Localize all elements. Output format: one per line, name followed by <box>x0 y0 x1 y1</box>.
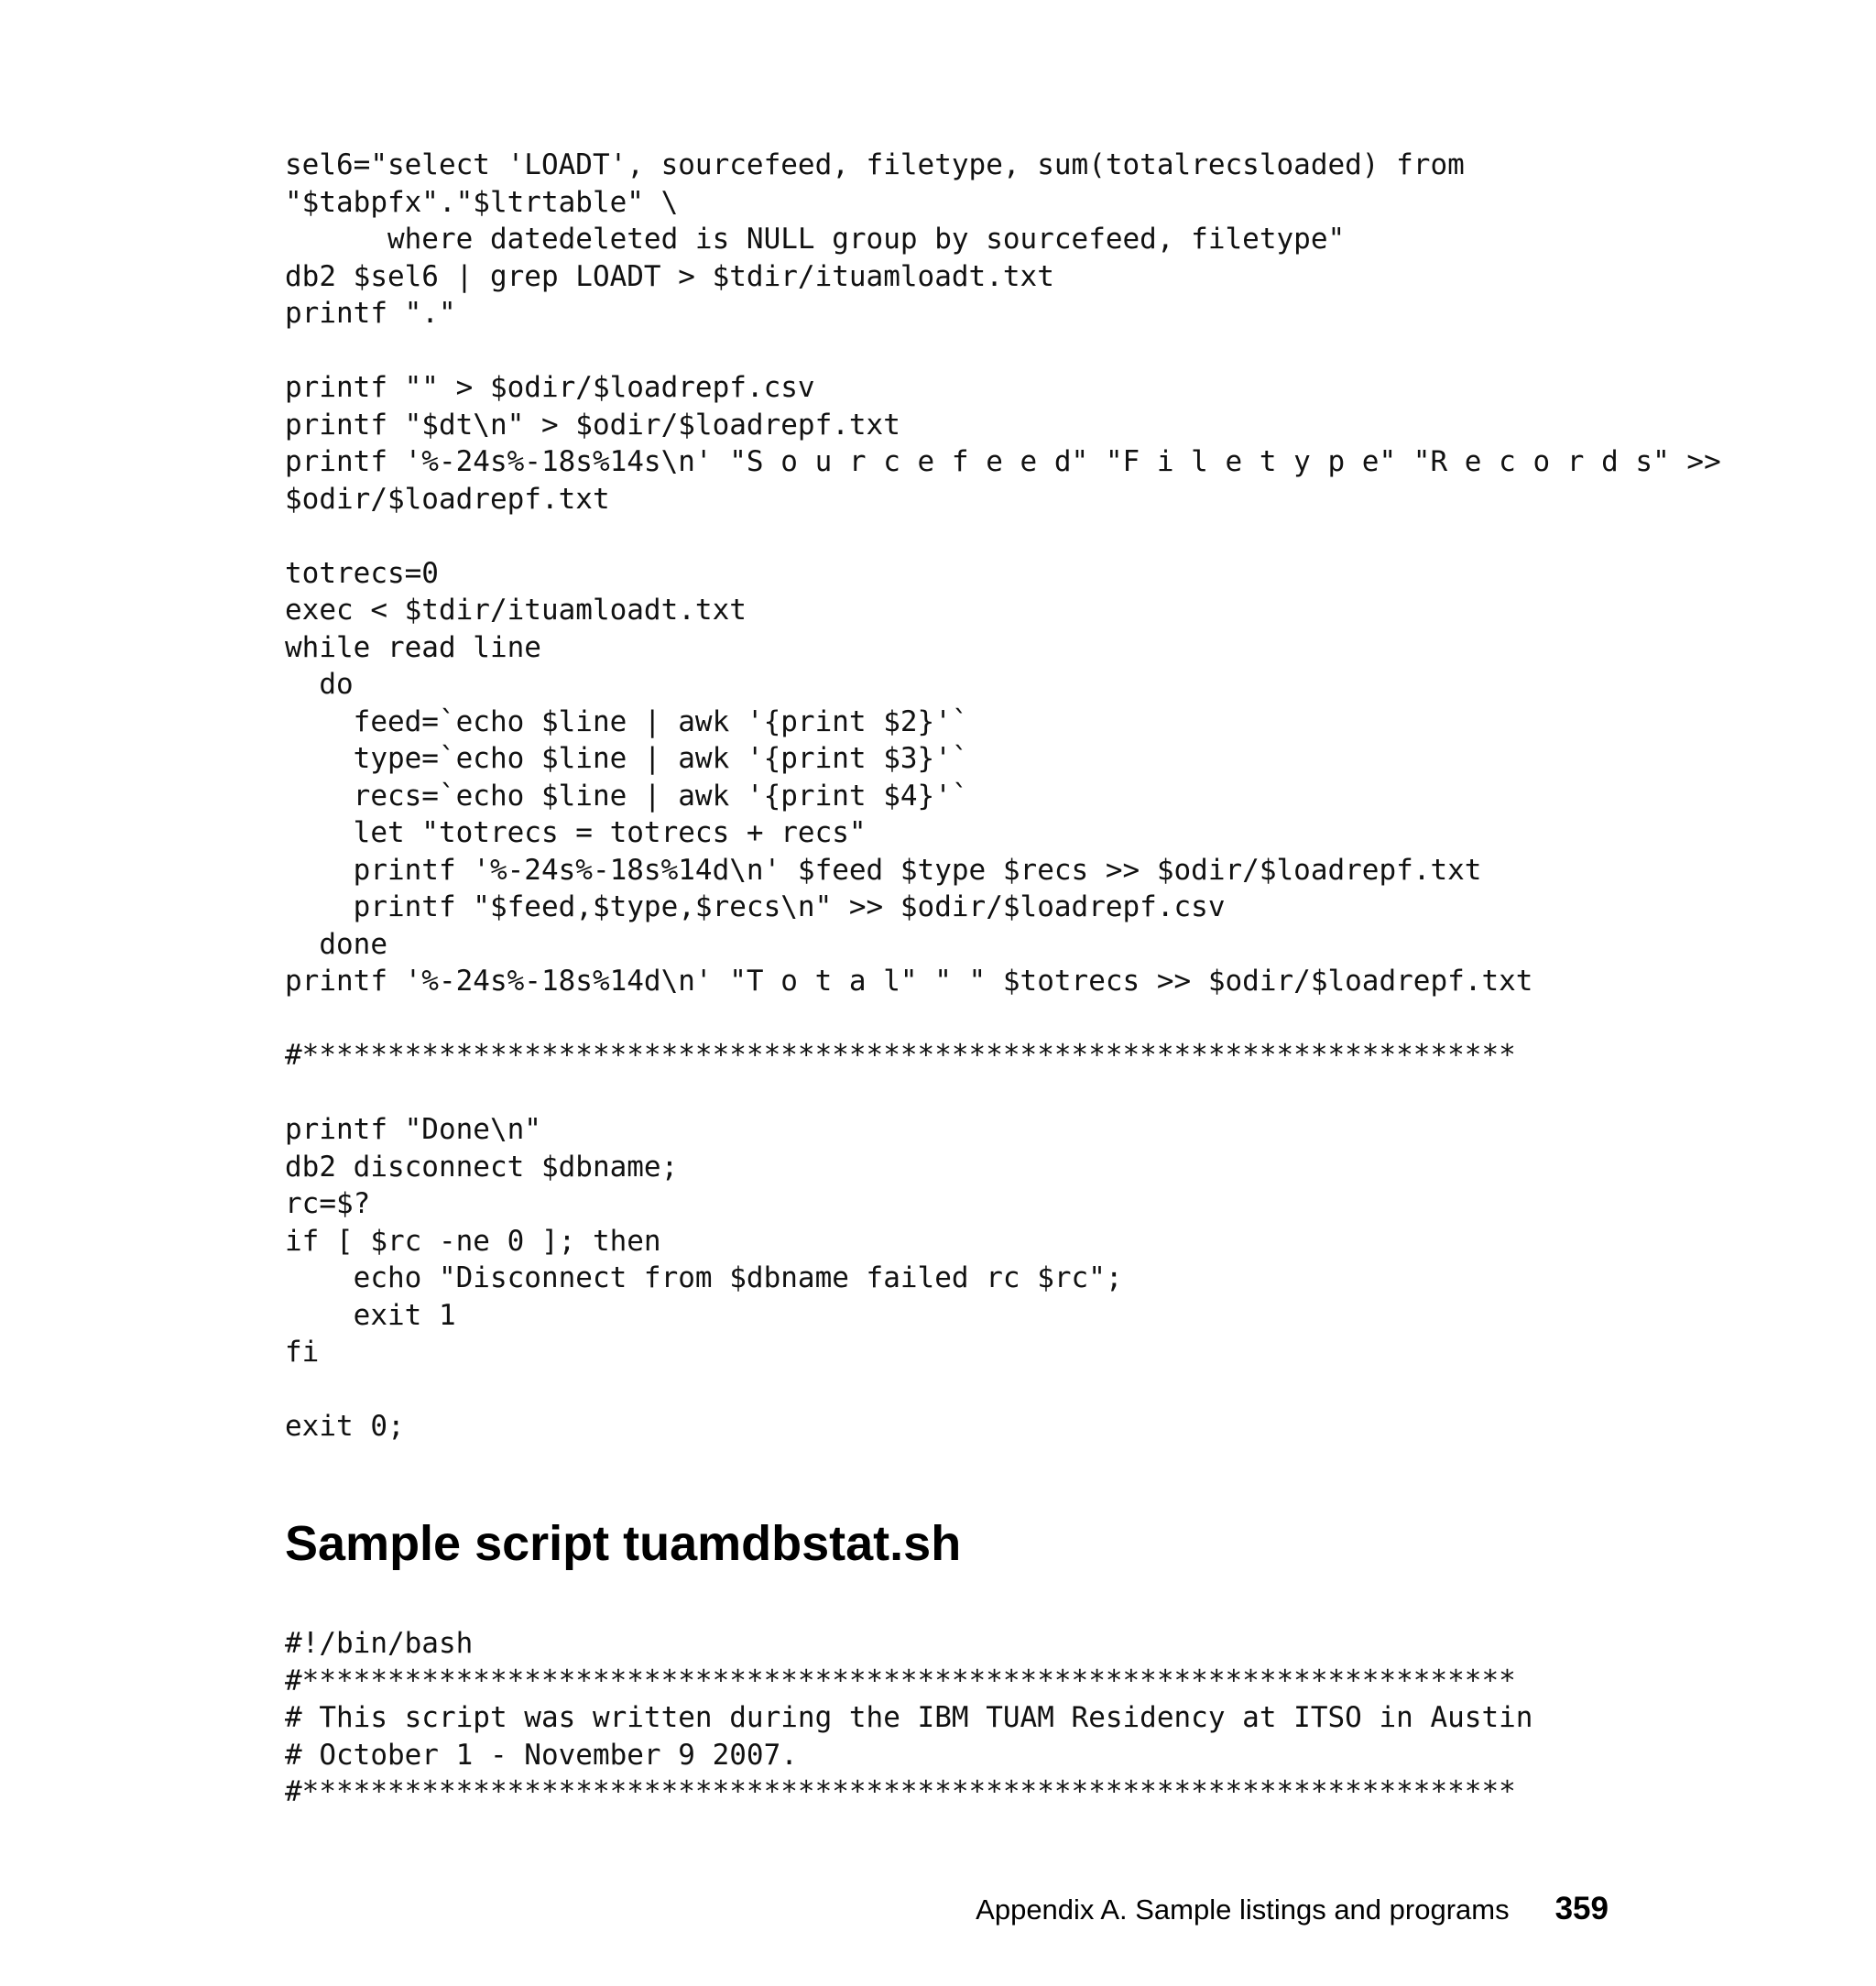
footer-chapter-title: Appendix A. Sample listings and programs <box>976 1893 1510 1926</box>
code-listing-tuamdbstat: #!/bin/bash #*********************************************************************** # This script was written during the IBM TUAM Residency at ITSO in Austin # October 1 - November 9 2007. #*********************************************************************** <box>285 1627 1533 1808</box>
code-listing-continued: sel6="select 'LOADT', sourcefeed, filetype, sum(totalrecsloaded) from "$tabpfx"."$ltrtable" \ where datedeleted is NULL group by sourcefeed, filetype" db2 $sel6 | grep LOADT > $tdir/ituamloadt.txt printf "." printf "" > $odir/$loadrepf.csv printf "$dt\n" > $odir/$loadrepf.txt printf '%-24s%-18s%14s\n' "S o u r c e f e e d" "F i l e t y p e" "R e c o r d s" >> $odir/$loadrepf.txt totrecs=0 exec < $tdir/ituamloadt.txt while read line do feed=`echo $line | awk '{print $2}'` type=`echo $line | awk '{print $3}'` recs=`echo $line | awk '{print $4}'` let "totrecs = totrecs + recs" printf '%-24s%-18s%14d\n' $feed $type $recs >> $odir/$loadrepf.txt printf "$feed,$type,$recs\n" >> $odir/$loadrepf.csv done printf '%-24s%-18s%14d\n' "T o t a l" " " $totrecs >> $odir/$loadrepf.txt #*********************************************************************** printf "Done\n" db2 disconnect $dbname; rc=$? if [ $rc -ne 0 ]; then echo "Disconnect from $dbname failed rc $rc"; exit 1 fi exit 0; <box>285 148 1721 1443</box>
page-footer <box>976 1891 1609 1927</box>
section-heading: Sample script tuamdbstat.sh <box>285 1516 962 1571</box>
page-number: 359 <box>1554 1891 1609 1926</box>
